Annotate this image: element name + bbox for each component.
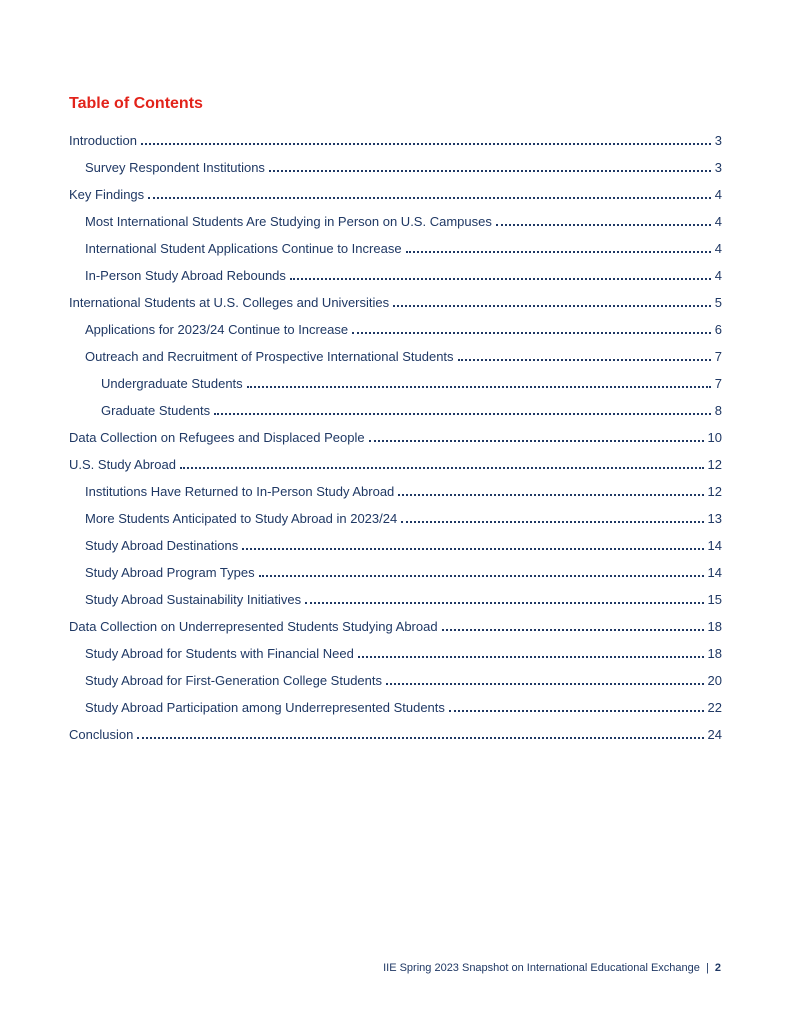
toc-entry-page: 5 — [714, 295, 722, 310]
dot-leader — [247, 386, 711, 388]
toc-entry-page: 7 — [714, 349, 722, 364]
toc-entry-label: U.S. Study Abroad — [69, 457, 176, 472]
toc-entry-financial-need[interactable] — [69, 639, 722, 666]
dot-leader — [352, 332, 711, 334]
toc-entry-applications-2023-24[interactable] — [69, 315, 722, 342]
dot-leader — [458, 359, 711, 361]
toc-entry-page: 18 — [707, 619, 722, 634]
toc-entry-page: 24 — [707, 727, 722, 742]
dot-leader — [269, 170, 711, 172]
toc-entry-label: Graduate Students — [101, 403, 211, 418]
toc-entry-sustainability-initiatives[interactable] — [69, 585, 722, 612]
toc-entry-label: International Student Applications Continue to Increase — [85, 241, 402, 256]
toc-entry-refugees-and-displaced-people[interactable] — [69, 423, 722, 450]
dot-leader — [401, 521, 703, 523]
dot-leader — [290, 278, 711, 280]
toc-entry-page: 12 — [707, 457, 722, 472]
footer-page-number: 2 — [714, 962, 721, 974]
toc-entry-label: Study Abroad for First-Generation College Students — [85, 673, 382, 688]
toc-entry-page: 22 — [707, 700, 722, 715]
toc-entry-applications-continue-to-increase[interactable] — [69, 234, 722, 261]
dot-leader — [242, 548, 703, 550]
toc-entry-label: Undergraduate Students — [101, 376, 243, 391]
toc-entry-page: 4 — [714, 268, 722, 283]
dot-leader — [259, 575, 704, 577]
toc-entry-page: 15 — [707, 592, 722, 607]
dot-leader — [148, 197, 711, 199]
dot-leader — [358, 656, 704, 658]
dot-leader — [305, 602, 703, 604]
dot-leader — [180, 467, 704, 469]
toc-entry-page: 4 — [714, 241, 722, 256]
toc-list — [69, 126, 722, 747]
toc-entry-label: Outreach and Recruitment of Prospective International Students — [85, 349, 454, 364]
toc-entry-page: 7 — [714, 376, 722, 391]
footer-separator: | — [705, 962, 709, 974]
toc-entry-page: 12 — [707, 484, 722, 499]
toc-entry-page: 3 — [714, 160, 722, 175]
dot-leader — [214, 413, 711, 415]
page-footer — [383, 962, 721, 974]
toc-entry-outreach-and-recruitment[interactable] — [69, 342, 722, 369]
toc-entry-page: 18 — [707, 646, 722, 661]
toc-entry-page: 4 — [714, 187, 722, 202]
dot-leader — [442, 629, 704, 631]
toc-entry-page: 20 — [707, 673, 722, 688]
toc-entry-page: 4 — [714, 214, 722, 229]
toc-entry-page: 8 — [714, 403, 722, 418]
toc-entry-label: International Students at U.S. Colleges and Universities — [69, 295, 390, 310]
footer-text: IIE Spring 2023 Snapshot on International Educational Exchange — [383, 962, 700, 974]
toc-entry-key-findings[interactable] — [69, 180, 722, 207]
toc-entry-conclusion[interactable] — [69, 720, 722, 747]
dot-leader — [369, 440, 704, 442]
toc-entry-label: Study Abroad Destinations — [85, 538, 239, 553]
toc-entry-label: Study Abroad Program Types — [85, 565, 255, 580]
toc-entry-label: Institutions Have Returned to In-Person Study Abroad — [85, 484, 395, 499]
toc-entry-label: Study Abroad for Students with Financial Need — [85, 646, 354, 661]
toc-entry-label: Conclusion — [69, 727, 134, 742]
dot-leader — [137, 737, 703, 739]
dot-leader — [398, 494, 703, 496]
toc-entry-page: 14 — [707, 565, 722, 580]
toc-entry-label: Applications for 2023/24 Continue to Increase — [85, 322, 349, 337]
toc-entry-us-study-abroad[interactable] — [69, 450, 722, 477]
toc-entry-study-abroad-program-types[interactable] — [69, 558, 722, 585]
toc-entry-label: Data Collection on Refugees and Displaced People — [69, 430, 365, 445]
toc-entry-study-abroad-destinations[interactable] — [69, 531, 722, 558]
toc-entry-in-person-study-abroad-rebounds[interactable] — [69, 261, 722, 288]
dot-leader — [393, 305, 711, 307]
toc-entry-page: 3 — [714, 133, 722, 148]
toc-entry-most-students-in-person[interactable] — [69, 207, 722, 234]
dot-leader — [406, 251, 711, 253]
toc-entry-international-students[interactable] — [69, 288, 722, 315]
toc-entry-label: More Students Anticipated to Study Abroad in 2023/24 — [85, 511, 398, 526]
dot-leader — [141, 143, 711, 145]
toc-entry-graduate-students[interactable] — [69, 396, 722, 423]
toc-entry-page: 10 — [707, 430, 722, 445]
toc-entry-participation-underrepresented[interactable] — [69, 693, 722, 720]
toc-entry-page: 6 — [714, 322, 722, 337]
dot-leader — [449, 710, 704, 712]
toc-entry-label: Most International Students Are Studying in Person on U.S. Campuses — [85, 214, 492, 229]
toc-entry-undergraduate-students[interactable] — [69, 369, 722, 396]
dot-leader — [496, 224, 711, 226]
toc-entry-label: Study Abroad Participation among Underrepresented Students — [85, 700, 445, 715]
dot-leader — [386, 683, 704, 685]
toc-title: Table of Contents — [69, 95, 203, 112]
toc-entry-page: 13 — [707, 511, 722, 526]
toc-entry-label: Study Abroad Sustainability Initiatives — [85, 592, 302, 607]
toc-entry-label: Data Collection on Underrepresented Students Studying Abroad — [69, 619, 438, 634]
toc-entry-more-students-anticipated[interactable] — [69, 504, 722, 531]
toc-entry-label: Key Findings — [69, 187, 145, 202]
toc-entry-label: Introduction — [69, 133, 137, 148]
toc-entry-introduction[interactable] — [69, 126, 722, 153]
toc-entry-first-generation[interactable] — [69, 666, 722, 693]
toc-entry-returned-to-in-person[interactable] — [69, 477, 722, 504]
toc-entry-underrepresented-students[interactable] — [69, 612, 722, 639]
toc-entry-survey-respondent-institutions[interactable] — [69, 153, 722, 180]
toc-entry-page: 14 — [707, 538, 722, 553]
toc-entry-label: Survey Respondent Institutions — [85, 160, 265, 175]
toc-entry-label: In-Person Study Abroad Rebounds — [85, 268, 286, 283]
